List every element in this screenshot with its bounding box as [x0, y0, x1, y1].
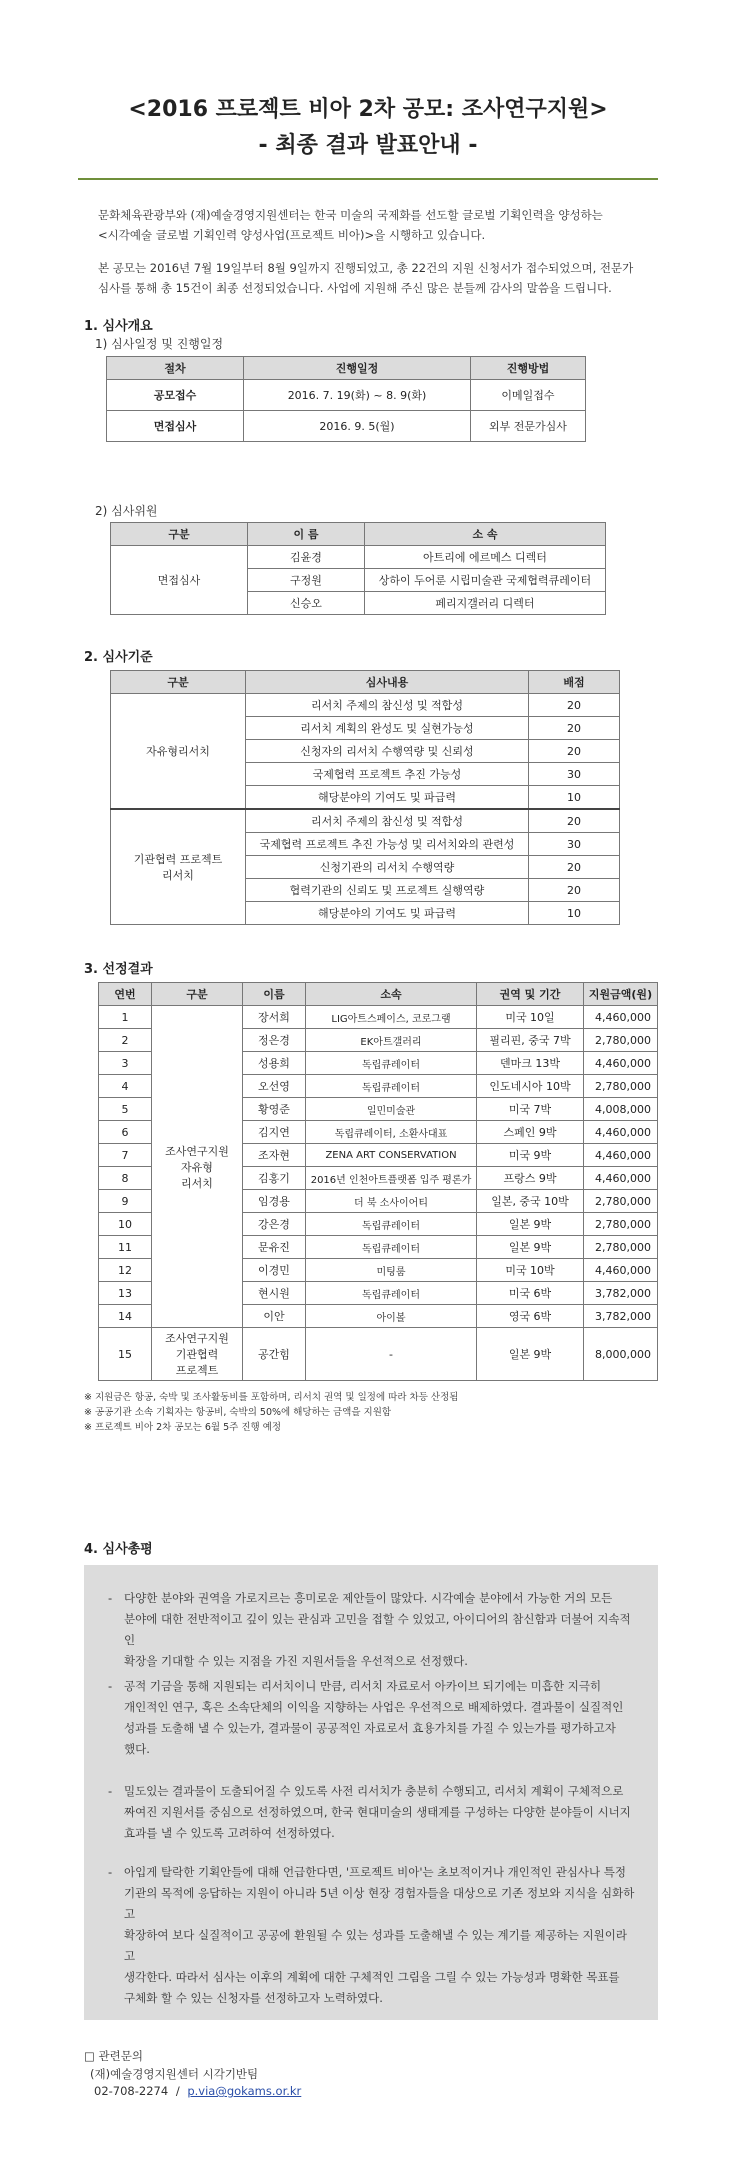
- subheading-schedule: 1) 심사일정 및 진행일정: [95, 337, 224, 351]
- table-cell: 리서치 주제의 참신성 및 적합성: [246, 809, 529, 833]
- table-cell: 인도네시아 10박: [477, 1075, 584, 1098]
- review-item: [108, 1588, 638, 1672]
- table-cell: 일본 9박: [477, 1328, 584, 1381]
- intro-paragraph-1: [98, 205, 638, 245]
- table-header: 이 름: [248, 523, 365, 546]
- table-cell: 5: [99, 1098, 152, 1121]
- table-header: 심사내용: [246, 671, 529, 694]
- table-cell: 미국 10박: [477, 1259, 584, 1282]
- table-cell: 국제협력 프로젝트 추진 가능성 및 리서치와의 관련성: [246, 833, 529, 856]
- table-header: 진행방법: [471, 357, 586, 380]
- table-header: 구분: [111, 671, 246, 694]
- table-cell: 자유형리서치: [111, 694, 246, 810]
- table-cell: 신승오: [248, 592, 365, 615]
- table-cell: 미팅룸: [306, 1259, 477, 1282]
- table-cell: 11: [99, 1236, 152, 1259]
- table-header: 지원금액(원): [584, 983, 658, 1006]
- table-cell: 2,780,000: [584, 1236, 658, 1259]
- table-cell: 스페인 9박: [477, 1121, 584, 1144]
- table-cell: 8: [99, 1167, 152, 1190]
- table-cell: 20: [529, 740, 620, 763]
- table-header: 구분: [152, 983, 243, 1006]
- table-cell: 30: [529, 763, 620, 786]
- table-cell: 김홍기: [243, 1167, 306, 1190]
- table-cell: 임경용: [243, 1190, 306, 1213]
- contact-org: (재)예술경영지원센터 시각기반팀: [90, 2067, 259, 2081]
- committee-table: [110, 522, 606, 615]
- review-line: 생각한다. 따라서 심사는 이후의 계획에 대한 구체적인 그림을 그릴 수 있는 가능성과 명확한 목표를: [124, 1970, 620, 1984]
- table-cell: 프랑스 9박: [477, 1167, 584, 1190]
- group-label-line: 프로젝트: [175, 1364, 219, 1377]
- group-label-line: 조사연구지원: [165, 1144, 229, 1158]
- table-cell: 13: [99, 1282, 152, 1305]
- table-cell: 7: [99, 1144, 152, 1167]
- table-header: 절차: [107, 357, 244, 380]
- review-line: 효과를 낼 수 있도록 고려하여 선정하였다.: [124, 1826, 335, 1840]
- table-cell: 황영준: [243, 1098, 306, 1121]
- section-heading-review: 4. 심사총평: [84, 1542, 153, 1557]
- table-cell: 독립큐레이터, 소환사대표: [306, 1121, 477, 1144]
- review-line: 했다.: [124, 1742, 150, 1756]
- review-dash: -: [108, 1679, 113, 1693]
- table-cell: 4,460,000: [584, 1006, 658, 1029]
- table-cell: 해당분야의 기여도 및 파급력: [246, 786, 529, 810]
- table-cell: 4,460,000: [584, 1259, 658, 1282]
- contact-line: [94, 2084, 301, 2098]
- table-cell: 9: [99, 1190, 152, 1213]
- review-line: 짜여진 지원서를 중심으로 선정하였으며, 한국 현대미술의 생태계를 구성하는 다양한 분야들이 시너지: [124, 1805, 631, 1819]
- review-line: 다양한 분야와 권역을 가로지르는 흥미로운 제안들이 많았다. 시각예술 분야에서 가능한 거의 모든: [124, 1591, 613, 1605]
- table-cell: 2: [99, 1029, 152, 1052]
- table-cell: 외부 전문가심사: [471, 411, 586, 442]
- table-cell: 8,000,000: [584, 1328, 658, 1381]
- table-cell: 리서치 계획의 완성도 및 실현가능성: [246, 717, 529, 740]
- contact-separator: /: [175, 2084, 180, 2098]
- review-dash: -: [108, 1865, 113, 1879]
- table-cell: 4,460,000: [584, 1144, 658, 1167]
- contact-email-link[interactable]: p.via@gokams.or.kr: [187, 2084, 302, 2098]
- group-label-line: 자유형: [181, 1160, 213, 1174]
- table-cell: 10: [529, 902, 620, 925]
- table-cell: 더 북 소사이어티: [306, 1190, 477, 1213]
- table-cell: 1: [99, 1006, 152, 1029]
- table-cell: 덴마크 13박: [477, 1052, 584, 1075]
- table-cell: 20: [529, 694, 620, 717]
- table-cell: 상하이 두어룬 시립미술관 국제협력큐레이터: [365, 569, 606, 592]
- table-cell: 조자현: [243, 1144, 306, 1167]
- review-dash: -: [108, 1591, 113, 1605]
- contact-phone: 02-708-2274: [94, 2084, 169, 2098]
- table-cell: 10: [529, 786, 620, 810]
- table-cell: 3: [99, 1052, 152, 1075]
- group-label-line: 기관협력 프로젝트: [133, 853, 223, 866]
- section-heading-criteria: 2. 심사기준: [84, 650, 153, 665]
- review-line: 개인적인 연구, 혹은 소속단체의 이익을 지향하는 사업은 우선적으로 배제하였다. 결과물이 실질적인: [124, 1700, 624, 1714]
- table-cell: 6: [99, 1121, 152, 1144]
- table-cell: 10: [99, 1213, 152, 1236]
- table-cell: 미국 10일: [477, 1006, 584, 1029]
- table-cell: 30: [529, 833, 620, 856]
- table-cell: 김윤경: [248, 546, 365, 569]
- page-subtitle: - 최종 결과 발표안내 -: [258, 133, 478, 158]
- table-cell: 4: [99, 1075, 152, 1098]
- table-cell: 20: [529, 717, 620, 740]
- table-cell: 15: [99, 1328, 152, 1381]
- table-cell: 이경민: [243, 1259, 306, 1282]
- table-header: 소속: [306, 983, 477, 1006]
- table-cell: 일민미술관: [306, 1098, 477, 1121]
- review-item: [108, 1862, 638, 2009]
- table-cell: 독립큐레이터: [306, 1213, 477, 1236]
- table-cell: 구정원: [248, 569, 365, 592]
- table-cell: 페리지갤러리 디렉터: [365, 592, 606, 615]
- table-cell: [152, 1006, 243, 1328]
- title-divider: [78, 178, 658, 180]
- table-row: [99, 1328, 658, 1381]
- table-cell: -: [306, 1328, 477, 1381]
- table-cell: 12: [99, 1259, 152, 1282]
- table-cell: 4,460,000: [584, 1052, 658, 1075]
- results-note: ※ 지원금은 항공, 숙박 및 조사활동비를 포함하며, 리서치 권역 및 일정에 따라 차등 산정됨: [84, 1392, 459, 1403]
- table-cell: 4,460,000: [584, 1167, 658, 1190]
- table-cell: 강은경: [243, 1213, 306, 1236]
- table-cell: 일본 9박: [477, 1213, 584, 1236]
- table-cell: 2016. 7. 19(화) ~ 8. 9(화): [244, 380, 471, 411]
- table-cell: 해당분야의 기여도 및 파급력: [246, 902, 529, 925]
- review-line: 확장하여 보다 실질적이고 공공에 환원될 수 있는 성과를 도출해낼 수 있는 계기를 제공하는 지원이라고: [124, 1928, 627, 1963]
- table-cell: 2,780,000: [584, 1075, 658, 1098]
- results-note: ※ 프로젝트 비아 2차 공모는 6월 5주 진행 예정: [84, 1422, 282, 1433]
- table-cell: 이메일접수: [471, 380, 586, 411]
- table-cell: 2,780,000: [584, 1029, 658, 1052]
- table-cell: 미국 9박: [477, 1144, 584, 1167]
- table-cell: 4,008,000: [584, 1098, 658, 1121]
- table-cell: 20: [529, 879, 620, 902]
- table-cell: [152, 1328, 243, 1381]
- table-cell: 국제협력 프로젝트 추진 가능성: [246, 763, 529, 786]
- table-cell: 신청기관의 리서치 수행역량: [246, 856, 529, 879]
- table-cell: 2,780,000: [584, 1190, 658, 1213]
- group-label-line: 조사연구지원: [165, 1332, 229, 1345]
- table-cell: ZENA ART CONSERVATION: [306, 1144, 477, 1167]
- table-cell: 영국 6박: [477, 1305, 584, 1328]
- table-cell: 3,782,000: [584, 1282, 658, 1305]
- table-cell: 20: [529, 809, 620, 833]
- table-cell: 김지연: [243, 1121, 306, 1144]
- intro-line: <시각예술 글로벌 기획인력 양성사업(프로젝트 비아)>을 시행하고 있습니다.: [98, 228, 486, 242]
- table-cell: 14: [99, 1305, 152, 1328]
- table-cell: 20: [529, 856, 620, 879]
- group-label-line: 기관협력: [175, 1348, 219, 1361]
- schedule-table: [106, 356, 586, 442]
- table-cell: 2,780,000: [584, 1213, 658, 1236]
- table-cell: 공간힘: [243, 1328, 306, 1381]
- table-cell: 2016년 인천아트플랫폼 입주 평론가: [306, 1167, 477, 1190]
- results-table: [98, 982, 658, 1381]
- results-note: ※ 공공기관 소속 기획자는 항공비, 숙박의 50%에 해당하는 금액을 지원함: [84, 1407, 392, 1418]
- intro-paragraph-2: [98, 258, 638, 298]
- table-cell: 정은경: [243, 1029, 306, 1052]
- review-item: [108, 1781, 638, 1844]
- review-line: 성과를 도출해 낼 수 있는가, 결과물이 공공적인 자료로서 효용가치를 가질 수 있는가를 평가하고자: [124, 1721, 616, 1735]
- table-cell: 아이볼: [306, 1305, 477, 1328]
- table-cell: 리서치 주제의 참신성 및 적합성: [246, 694, 529, 717]
- intro-line: 문화체육관광부와 (재)예술경영지원센터는 한국 미술의 국제화를 선도할 글로벌 기획인력을 양성하는: [98, 208, 603, 222]
- table-cell: [111, 809, 246, 925]
- table-cell: 면접심사: [111, 546, 248, 615]
- table-header: 연번: [99, 983, 152, 1006]
- criteria-table: [110, 670, 620, 925]
- contact-heading: □ 관련문의: [84, 2049, 143, 2063]
- review-line: 밀도있는 결과물이 도출되어질 수 있도록 사전 리서치가 충분히 수행되고, 리서치 계획이 구체적으로: [124, 1784, 624, 1798]
- table-cell: 성용희: [243, 1052, 306, 1075]
- review-line: 공적 기금을 통해 지원되는 리서치이니 만큼, 리서치 자료로서 아카이브 되기에는 미흡한 지극히: [124, 1679, 602, 1693]
- table-cell: 독립큐레이터: [306, 1075, 477, 1098]
- table-cell: 미국 6박: [477, 1282, 584, 1305]
- table-header: 구분: [111, 523, 248, 546]
- review-item: [108, 1676, 638, 1760]
- table-header: 배점: [529, 671, 620, 694]
- subheading-committee: 2) 심사위원: [95, 504, 158, 518]
- table-cell: LIG아트스페이스, 코로그램: [306, 1006, 477, 1029]
- table-cell: 이안: [243, 1305, 306, 1328]
- table-cell: 독립큐레이터: [306, 1052, 477, 1075]
- table-cell: 신청자의 리서치 수행역량 및 신뢰성: [246, 740, 529, 763]
- table-header: 진행일정: [244, 357, 471, 380]
- table-header: 권역 및 기간: [477, 983, 584, 1006]
- review-line: 구체화 할 수 있는 신청자를 선정하고자 노력하였다.: [124, 1991, 383, 2005]
- review-dash: -: [108, 1784, 113, 1798]
- table-header: 소 속: [365, 523, 606, 546]
- table-cell: EK아트갤러리: [306, 1029, 477, 1052]
- table-cell: 장서희: [243, 1006, 306, 1029]
- table-cell: 2016. 9. 5(월): [244, 411, 471, 442]
- table-cell: 면접심사: [107, 411, 244, 442]
- table-cell: 아트리에 에르메스 디렉터: [365, 546, 606, 569]
- review-line: 아입게 탈락한 기획안들에 대해 언급한다면, '프로젝트 비아'는 초보적이거나 개인적인 관심사나 특정: [124, 1865, 626, 1879]
- intro-line: 본 공모는 2016년 7월 19일부터 8월 9일까지 진행되었고, 총 22건의 지원 신청서가 접수되었으며, 전문가: [98, 261, 634, 275]
- table-cell: 현시원: [243, 1282, 306, 1305]
- table-cell: 공모접수: [107, 380, 244, 411]
- review-line: 확장을 기대할 수 있는 지점을 가진 지원서들을 우선적으로 선정했다.: [124, 1654, 468, 1668]
- section-heading-results: 3. 선정결과: [84, 962, 153, 977]
- table-cell: 미국 7박: [477, 1098, 584, 1121]
- table-cell: 독립큐레이터: [306, 1282, 477, 1305]
- section-heading-overview: 1. 심사개요: [84, 319, 153, 334]
- group-label-line: 리서치: [181, 1176, 213, 1190]
- review-line: 분야에 대한 전반적이고 깊이 있는 관심과 고민을 접할 수 있었고, 아이디어의 참신함과 더불어 지속적인: [124, 1612, 631, 1647]
- page-title: <2016 프로젝트 비아 2차 공모: 조사연구지원>: [128, 97, 608, 122]
- table-cell: 일본 9박: [477, 1236, 584, 1259]
- table-cell: 문유진: [243, 1236, 306, 1259]
- table-cell: 협력기관의 신뢰도 및 프로젝트 실행역량: [246, 879, 529, 902]
- intro-line: 심사를 통해 총 15건이 최종 선정되었습니다. 사업에 지원해 주신 많은 분들께 감사의 말씀을 드립니다.: [98, 281, 612, 295]
- table-cell: 독립큐레이터: [306, 1236, 477, 1259]
- review-line: 기관의 목적에 응답하는 지원이 아니라 5년 이상 현장 경험자들을 대상으로 기존 정보와 지식을 심화하고: [124, 1886, 635, 1921]
- table-row: [99, 1006, 658, 1029]
- table-cell: 3,782,000: [584, 1305, 658, 1328]
- group-label-line: 리서치: [162, 869, 194, 882]
- table-cell: 4,460,000: [584, 1121, 658, 1144]
- table-cell: 필리핀, 중국 7박: [477, 1029, 584, 1052]
- table-cell: 일본, 중국 10박: [477, 1190, 584, 1213]
- table-cell: 오선영: [243, 1075, 306, 1098]
- table-header: 이름: [243, 983, 306, 1006]
